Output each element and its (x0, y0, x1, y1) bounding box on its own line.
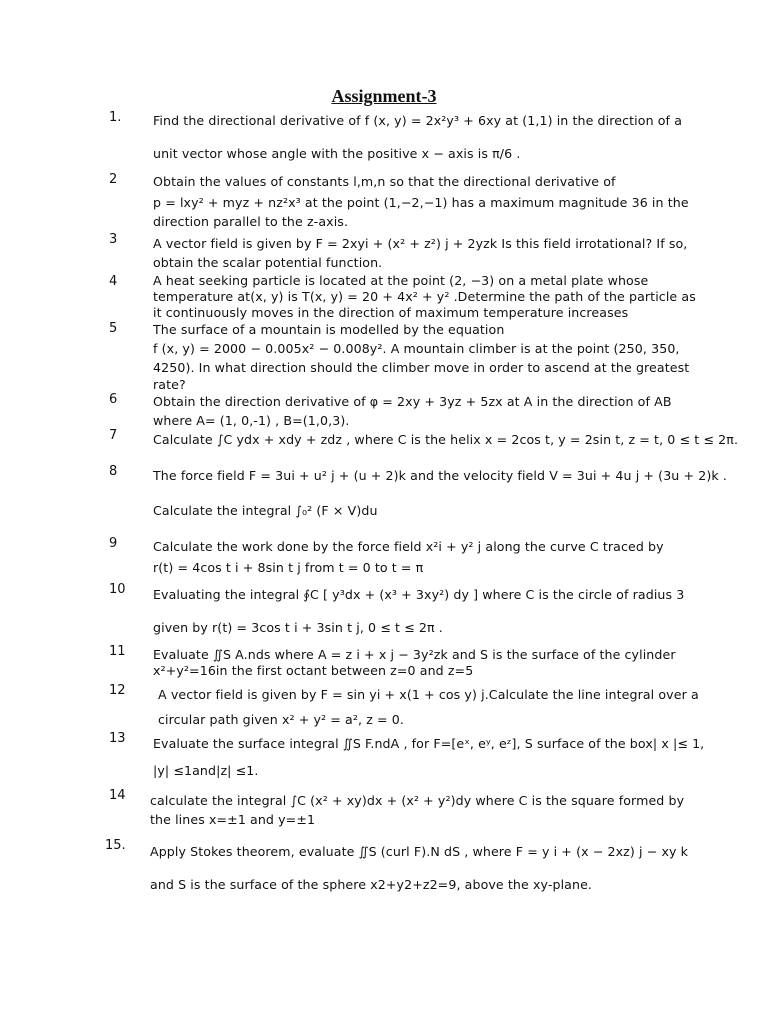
question-line: f (x, y) = 2000 − 0.005x² − 0.008y². A mountain climber is at the point (250, 350, (153, 341, 680, 356)
page-title: Assignment-3 (331, 86, 437, 106)
question-number: 1. (109, 110, 122, 125)
question-number: 14 (109, 788, 126, 803)
question-line: Calculate ∫C ydx + xdy + zdz , where C is the helix x = 2cos t, y = 2sin t, z = t, 0 ≤ t ≤ 2π. (153, 432, 739, 447)
question-line: Calculate the work done by the force field x²i + y² j along the curve C traced by (153, 539, 664, 554)
question-14 (150, 791, 730, 829)
question-number: 10 (109, 582, 126, 597)
question-line: Evaluate the surface integral ∬S F.ndA , for F=[eˣ, eʸ, eᶻ], S surface of the box| x |≤ 1, (153, 736, 705, 751)
question-line: The force field F = 3ui + u² j + (u + 2)k and the velocity field V = 3ui + 4u j + (3u + 2)k . (153, 468, 727, 483)
question-line: it continuously moves in the direction of maximum temperature increases (153, 305, 629, 320)
question-number: 7 (109, 428, 118, 443)
question-number: 4 (109, 274, 118, 289)
question-number: 15. (105, 838, 126, 853)
question-number: 5 (109, 321, 118, 336)
question-line: Obtain the direction derivative of φ = 2xy + 3yz + 5zx at A in the direction of AB (153, 394, 672, 409)
question-5 (153, 320, 733, 394)
question-number: 6 (109, 392, 118, 407)
question-line: The surface of a mountain is modelled by the equation (153, 322, 505, 337)
question-7 (153, 430, 739, 449)
question-line: temperature at(x, y) is T(x, y) = 20 + 4x² + y² .Determine the path of the particle as (153, 289, 696, 304)
question-15 (150, 842, 730, 894)
question-line: A vector field is given by F = sin yi + x(1 + cos y) j.Calculate the line integral over a (158, 687, 699, 702)
question-line: p = lxy² + myz + nz²x³ at the point (1,−2,−1) has a maximum magnitude 36 in the (153, 195, 689, 210)
question-number: 3 (109, 232, 118, 247)
question-line: obtain the scalar potential function. (153, 255, 383, 270)
question-line: given by r(t) = 3cos t i + 3sin t j, 0 ≤ t ≤ 2π . (153, 620, 443, 635)
question-number: 9 (109, 536, 118, 551)
question-line: direction parallel to the z-axis. (153, 214, 349, 229)
question-8 (153, 466, 733, 520)
question-number: 13 (109, 731, 126, 746)
question-line: r(t) = 4cos t i + 8sin t j from t = 0 to t = π (153, 560, 424, 575)
question-line: A heat seeking particle is located at the point (2, −3) on a metal plate whose (153, 273, 649, 288)
question-line: 4250). In what direction should the climber move in order to ascend at the greatest (153, 360, 690, 375)
question-number: 8 (109, 464, 118, 479)
question-line: circular path given x² + y² = a², z = 0. (158, 712, 405, 727)
question-line: Calculate the integral ∫₀² (F × V)du (153, 503, 378, 518)
question-line: unit vector whose angle with the positive x − axis is π/6 . (153, 146, 521, 161)
question-number: 12 (109, 683, 126, 698)
question-line: Apply Stokes theorem, evaluate ∬S (curl F).N dS , where F = y i + (x − 2xz) j − xy k (150, 844, 689, 859)
question-11 (153, 647, 733, 679)
question-line: Evaluate ∬S A.nds where A = z i + x j − 3y²zk and S is the surface of the cylinder (153, 647, 676, 662)
question-line: Find the directional derivative of f (x, y) = 2x²y³ + 6xy at (1,1) in the direction of a (153, 113, 683, 128)
question-13 (153, 734, 733, 780)
question-4 (153, 273, 733, 321)
question-9 (153, 537, 733, 577)
question-line: calculate the integral ∫C (x² + xy)dx + (x² + y²)dy where C is the square formed by (150, 793, 685, 808)
question-1 (153, 111, 733, 163)
question-line: A vector field is given by F = 2xyi + (x² + z²) j + 2yzk Is this field irrotational? If so, (153, 236, 688, 251)
question-10 (153, 585, 733, 637)
question-number: 11 (109, 644, 126, 659)
question-6 (153, 392, 733, 430)
question-line: rate? (153, 377, 186, 392)
question-line: the lines x=±1 and y=±1 (150, 812, 316, 827)
question-line: and S is the surface of the sphere x2+y2+z2=9, above the xy-plane. (150, 877, 593, 892)
question-line: Evaluating the integral ∮C [ y³dx + (x³ + 3xy²) dy ] where C is the circle of radius 3 (153, 587, 685, 602)
question-2 (153, 172, 733, 231)
question-12 (158, 685, 738, 729)
question-line: where A= (1, 0,-1) , B=(1,0,3). (153, 413, 350, 428)
question-number: 2 (109, 172, 118, 187)
question-line: Obtain the values of constants l,m,n so that the directional derivative of (153, 174, 616, 189)
question-line: |y| ≤1and|z| ≤1. (153, 763, 259, 778)
question-3 (153, 234, 733, 272)
question-line: x²+y²=16in the first octant between z=0 and z=5 (153, 663, 474, 678)
